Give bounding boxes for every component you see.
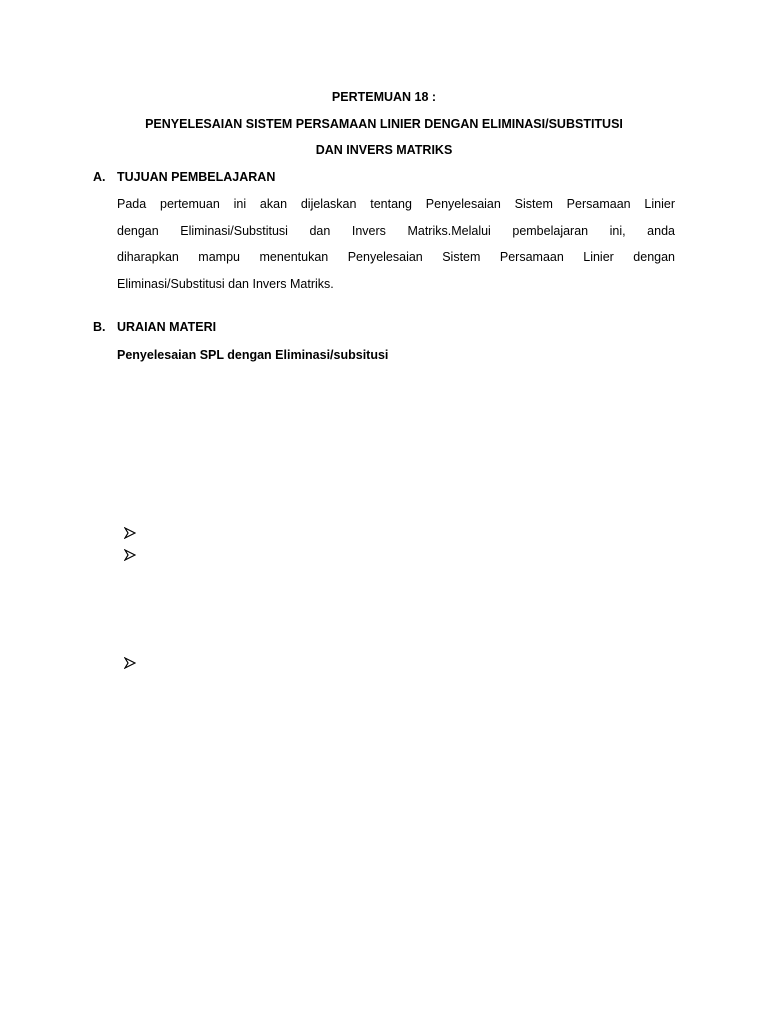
arrowhead-bullet-icon	[124, 657, 136, 669]
section-a-paragraph-line-2: dengan Eliminasi/Substitusi dan Invers Matriks.Melalui pembelajaran ini, anda	[117, 224, 675, 238]
document-title-line-2: PENYELESAIAN SISTEM PERSAMAAN LINIER DENGAN ELIMINASI/SUBSTITUSI	[145, 117, 623, 131]
section-a-paragraph-line-1: Pada pertemuan ini akan dijelaskan tentang Penyelesaian Sistem Persamaan Linier	[117, 197, 675, 211]
section-b-heading: URAIAN MATERI	[117, 320, 217, 334]
section-a-heading: TUJUAN PEMBELAJARAN	[117, 170, 276, 184]
section-a-letter: A.	[93, 170, 106, 184]
section-b-subheading: Penyelesaian SPL dengan Eliminasi/subsitusi	[117, 348, 389, 362]
section-a-paragraph-line-3: diharapkan mampu menentukan Penyelesaian Sistem Persamaan Linier dengan	[117, 250, 675, 264]
arrowhead-bullet-icon	[124, 527, 136, 539]
section-a-paragraph-line-4: Eliminasi/Substitusi dan Invers Matriks.	[117, 277, 334, 291]
arrowhead-bullet-icon	[124, 549, 136, 561]
section-b-letter: B.	[93, 320, 106, 334]
document-title-line-3: DAN INVERS MATRIKS	[315, 143, 453, 157]
document-title-line-1: PERTEMUAN 18 :	[331, 90, 437, 104]
